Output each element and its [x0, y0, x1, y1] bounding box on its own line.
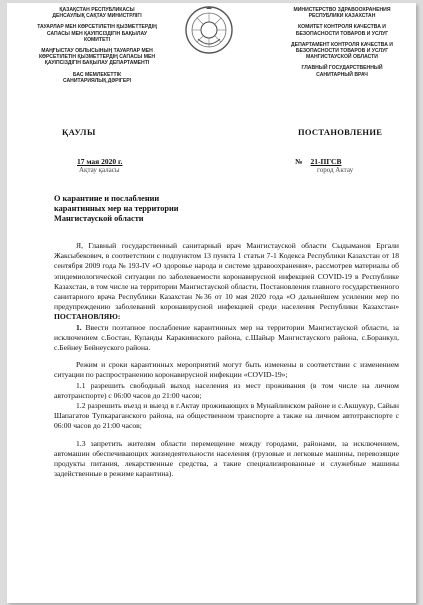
document-title-russian: ПОСТАНОВЛЕНИЕ	[298, 127, 383, 137]
header-left-group-3	[17, 48, 177, 67]
header-line: МАНГИСТАУСКОЙ ОБЛАСТИ	[306, 54, 378, 61]
header-line: БАС МЕМЛЕКЕТТІК	[72, 71, 122, 78]
header-line: МИНИСТЕРСТВО ЗДРАВООХРАНЕНИЯ	[293, 7, 391, 13]
subject-line: О карантине и послаблении	[54, 194, 160, 203]
header-right-group-2	[272, 24, 412, 36]
city-russian: город Актау	[317, 166, 354, 174]
header-line: БЕЗОПАСНОСТИ ТОВАРОВ И УСЛУГ	[295, 48, 389, 55]
header-line: ҚАЗАҚСТАН РЕСПУБЛИКАСЫ	[59, 7, 135, 13]
header-line: МАҢҒЫСТАУ ОБЛЫСЫНЫҢ ТАУАРЛАР МЕН	[41, 48, 153, 55]
document-page	[7, 3, 416, 603]
intro-text: Я, Главный государственный санитарный врач Мангистауской области Сыдыманов Ергали Жаксыбекович, в соответствии с подпунктом 13 пункта 1 статьи 7-1 Кодекса Республики Казахстан от 18 сентября 2009 года № 193-IV «О здоровье народа и системе здравоохранения», рассмотрев материалы об эпидемиологической ситуации по заболеваемости коронавирусной инфекцией COVID-19 в Республике Казахстан, в том числе на территории Мангистауской области, Постановления главного государственного санитарного врача Республики Казахстан №36 от 10 мая 2020 года «О дальнейшем усилении мер по предупреждению заболеваний коронавирусной инфекцией среди населения Республики Казахстан»	[54, 241, 399, 312]
header-left-group-2	[17, 24, 177, 43]
header-line: САПАСЫ МЕН ҚАУІПСІЗДІГІН БАҚЫЛАУ	[46, 30, 148, 37]
header-line: ГЛАВНЫЙ ГОСУДАРСТВЕННЫЙ	[301, 65, 383, 72]
header-line: БЕЗОПАСНОСТИ ТОВАРОВ И УСЛУГ	[295, 30, 389, 37]
document-date: 17 мая 2020 г.	[77, 157, 123, 166]
header-right-group-1	[272, 7, 412, 19]
header-line: САНИТАРИЯЛЫҚ ДӘРІГЕРІ	[62, 77, 132, 84]
header-line: КОМИТЕТ КОНТРОЛЯ КАЧЕСТВА И	[298, 24, 386, 31]
header-line: ТАУАРЛАР МЕН КӨРСЕТІЛЕТІН ҚЫЗМЕТТЕРДІҢ	[37, 24, 157, 31]
header-line: КӨРСЕТІЛЕТІН ҚЫЗМЕТТЕРДІҢ САПАСЫ МЕН	[38, 54, 156, 61]
header-line: РЕСПУБЛИКИ КАЗАХСТАН	[308, 13, 376, 20]
paragraph-1	[54, 323, 399, 354]
document-number	[295, 157, 341, 166]
subject-line: Мангистауской области	[54, 214, 144, 224]
header-russian-block	[272, 7, 412, 78]
paragraph-number: 1.	[76, 322, 82, 332]
header-line: ДЕПАРТАМЕНТ КОНТРОЛЯ КАЧЕСТВА И	[291, 41, 393, 48]
number-value: 21-ПГСВ	[310, 157, 342, 166]
paragraph-text: Ввести поэтапное послабление карантинных мер на территории Мангистауской области, за исключением с.Бостан, Куланды Каракиянского района, с.Шайыр Мангистауского района, с.Боранкул, с.Бейнеу Бейнеуского района.	[54, 322, 399, 353]
intro-paragraph	[54, 241, 399, 323]
header-left-group-1	[17, 7, 177, 19]
header-line: САНИТАРНЫЙ ВРАЧ	[316, 71, 368, 78]
header-line: ДЕНСАУЛЫҚ САҚТАУ МИНИСТРЛІГІ	[52, 13, 142, 20]
document-subject	[54, 194, 179, 225]
resolve-word: ПОСТАНОВЛЯЮ:	[54, 312, 121, 322]
document-title-kazakh: ҚАУЛЫ	[62, 127, 96, 137]
header-right-group-4	[272, 65, 412, 77]
paragraph-1-2: 1.2 разрешить въезд и выезд в г.Актау проживающих в Мунайлинском районе и с.Акшукур, Сайын Шапагатов Тупкараганского района, на общественном транспорте а также на личном автотранспорте с 06:00 часов до 21:00 часов;	[54, 401, 399, 431]
header-line: КОМИТЕТІ	[83, 36, 110, 43]
city-kazakh: Ақтау қаласы	[79, 166, 120, 174]
number-sign: №	[295, 157, 303, 166]
header-kazakh-block	[17, 7, 177, 84]
state-emblem-icon	[184, 5, 234, 55]
header-left-group-4	[17, 72, 177, 84]
paragraph-1-3: 1.3 запретить жителям области перемещение между городами, районами, за исключением, автомашин обеспечивающих жизнедеятельности населения (грузовые и легковые машины, перевозящие продукты питания, лекарственные средства, а такие специализированные и служебные машины задейственные в режиме карантина).	[54, 438, 399, 479]
subject-line: карантинных мер на территории	[54, 204, 179, 214]
header-right-group-3	[272, 42, 412, 61]
document-body	[54, 241, 399, 479]
header-line: ҚАУІПСІЗДІГІН БАҚЫЛАУ ДЕПАРТАМЕНТІ	[44, 60, 150, 67]
paragraph-2: Режим и сроки карантинных мероприятий могут быть изменены в соответствии с изменением ситуации по распространению коронавирусной инфекции «COVID-19»;	[54, 360, 399, 380]
paragraph-1-1: 1.1 разрешить свободный выход населения из мест проживания (в том числе на личном автотранспорте) с 06:00 часов до 21:00 часов;	[54, 380, 399, 400]
